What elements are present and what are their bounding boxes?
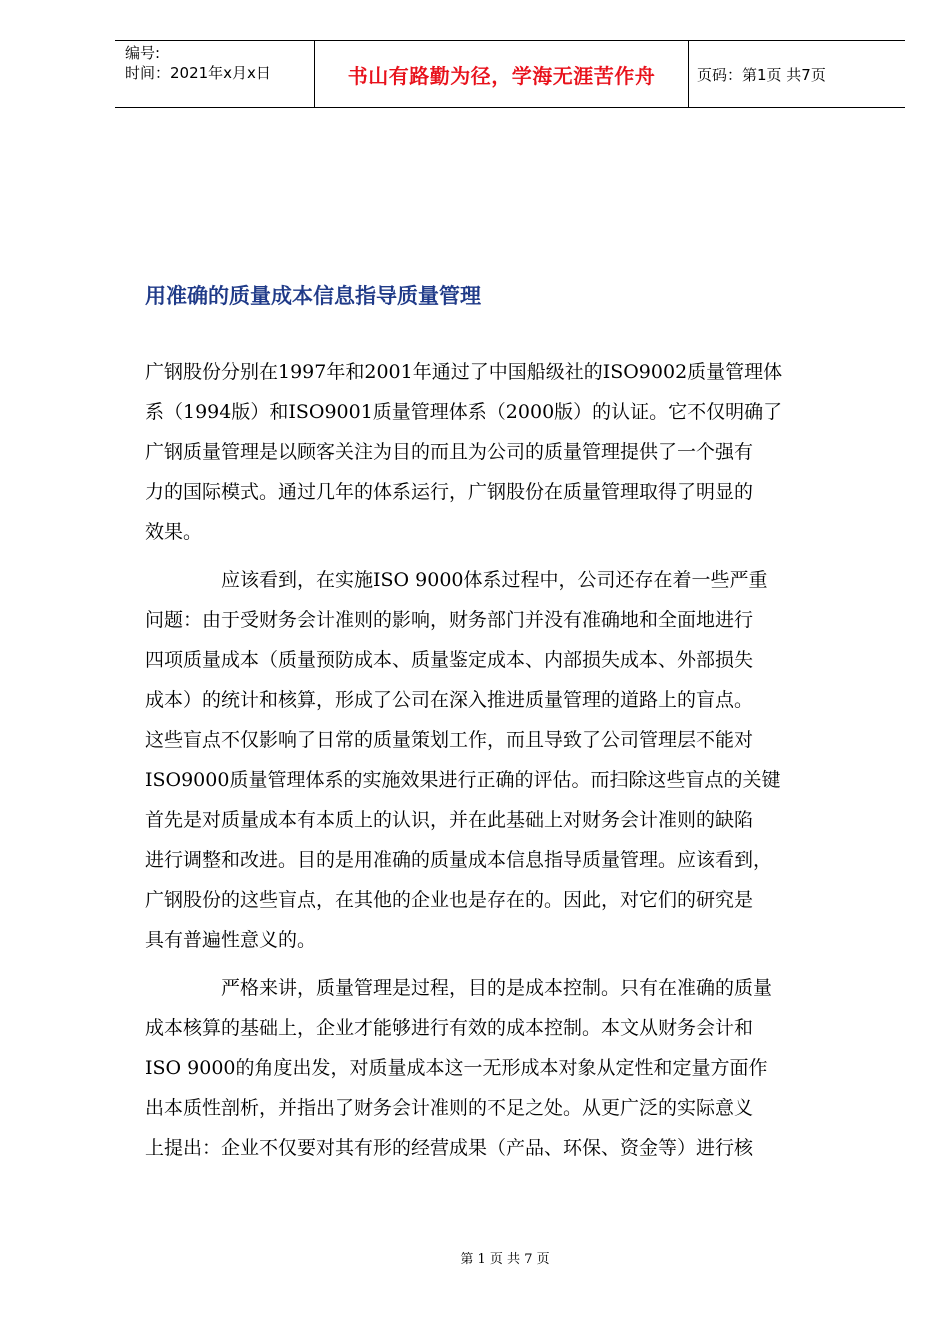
- text-line: 这些盲点不仅影响了日常的质量策划工作，而且导致了公司管理层不能对: [145, 729, 754, 751]
- paragraph-2: [145, 560, 875, 960]
- text-line: 严格来讲，质量管理是过程，目的是成本控制。只有在准确的质量: [221, 977, 773, 999]
- text-line: 广钢股份分别在1997年和2001年通过了中国船级社的ISO9002质量管理体: [145, 361, 783, 383]
- header-page-info: 页码：第1页 共7页: [697, 65, 826, 84]
- paragraph-1: [145, 352, 875, 552]
- text-line: 首先是对质量成本有本质上的认识，并在此基础上对财务会计准则的缺陷: [145, 809, 754, 831]
- text-line: ISO 9000的角度出发，对质量成本这一无形成本对象从定性和定量方面作: [145, 1057, 768, 1079]
- paragraph-3: [145, 968, 875, 1168]
- document-title: 用准确的质量成本信息指导质量管理: [145, 284, 481, 308]
- document-time-label: 时间：2021年x月x日: [125, 64, 271, 82]
- text-line: 具有普遍性意义的。: [145, 929, 317, 951]
- text-line: 应该看到，在实施ISO 9000体系过程中，公司还存在着一些严重: [221, 569, 768, 591]
- header-meta: [115, 41, 315, 107]
- document-number-label: 编号:: [125, 44, 161, 62]
- text-line: 进行调整和改进。目的是用准确的质量成本信息指导质量管理。应该看到，: [145, 849, 773, 871]
- text-line: ISO9000质量管理体系的实施效果进行正确的评估。而扫除这些盲点的关键: [145, 769, 781, 791]
- text-line: 成本核算的基础上，企业才能够进行有效的成本控制。本文从财务会计和: [145, 1017, 754, 1039]
- text-line: 系（1994版）和ISO9001质量管理体系（2000版）的认证。它不仅明确了: [145, 401, 783, 423]
- page-footer: 第 1 页 共 7 页: [460, 1252, 550, 1267]
- document-body: [145, 352, 875, 1168]
- text-line: 广钢股份的这些盲点，在其他的企业也是存在的。因此，对它们的研究是: [145, 889, 754, 911]
- text-line: 上提出：企业不仅要对其有形的经营成果（产品、环保、资金等）进行核: [145, 1137, 754, 1159]
- text-line: 效果。: [145, 521, 203, 543]
- header-motto: 书山有路勤为径，学海无涯苦作舟: [315, 41, 689, 107]
- text-line: 问题：由于受财务会计准则的影响，财务部门并没有准确地和全面地进行: [145, 609, 754, 631]
- text-line: 力的国际模式。通过几年的体系运行，广钢股份在质量管理取得了明显的: [145, 481, 754, 503]
- text-line: 广钢质量管理是以顾客关注为目的而且为公司的质量管理提供了一个强有: [145, 441, 754, 463]
- text-line: 四项质量成本（质量预防成本、质量鉴定成本、内部损失成本、外部损失: [145, 649, 754, 671]
- text-line: 成本）的统计和核算，形成了公司在深入推进质量管理的道路上的盲点。: [145, 689, 754, 711]
- page-header: [115, 40, 905, 108]
- text-line: 出本质性剖析，并指出了财务会计准则的不足之处。从更广泛的实际意义: [145, 1097, 754, 1119]
